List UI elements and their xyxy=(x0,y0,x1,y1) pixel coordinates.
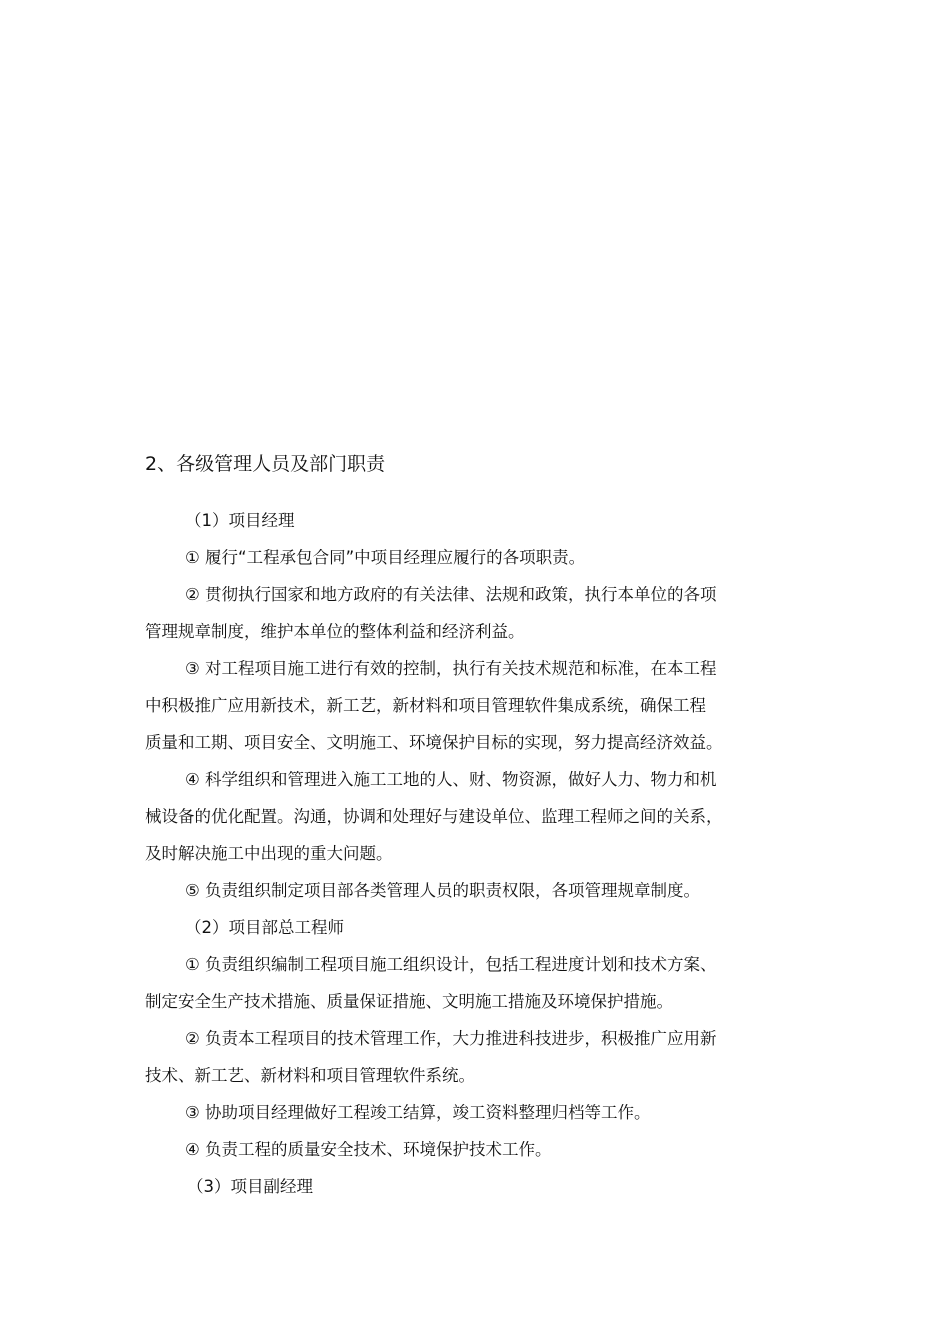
list-item-continuation: 管理规章制度，维护本单位的整体利益和经济利益。 xyxy=(145,622,525,641)
list-item-continuation: 质量和工期、项目安全、文明施工、环境保护目标的实现，努力提高经济效益。 xyxy=(145,733,723,752)
list-item-continuation: 及时解决施工中出现的重大问题。 xyxy=(145,844,393,863)
list-item: ③ 协助项目经理做好工程竣工结算，竣工资料整理归档等工作。 xyxy=(185,1103,651,1122)
list-item-continuation: 械设备的优化配置。沟通，协调和处理好与建设单位、监理工程师之间的关系， xyxy=(145,807,723,826)
subsection-title: （3）项目副经理 xyxy=(187,1177,313,1196)
list-item: ② 负责本工程项目的技术管理工作，大力推进科技进步，积极推广应用新 xyxy=(185,1029,717,1048)
list-item: ② 贯彻执行国家和地方政府的有关法律、法规和政策，执行本单位的各项 xyxy=(185,585,717,604)
list-item: ① 履行“工程承包合同”中项目经理应履行的各项职责。 xyxy=(185,548,586,567)
list-item: ① 负责组织编制工程项目施工组织设计，包括工程进度计划和技术方案、 xyxy=(185,955,717,974)
list-item: ④ 负责工程的质量安全技术、环境保护技术工作。 xyxy=(185,1140,552,1159)
list-item: ⑤ 负责组织制定项目部各类管理人员的职责权限，各项管理规章制度。 xyxy=(185,881,701,900)
section-heading: 2、各级管理人员及部门职责 xyxy=(145,453,386,475)
list-item: ④ 科学组织和管理进入施工工地的人、财、物资源，做好人力、物力和机 xyxy=(185,770,717,789)
list-item-continuation: 制定安全生产技术措施、质量保证措施、文明施工措施及环境保护措施。 xyxy=(145,992,673,1011)
body-text xyxy=(145,502,825,1205)
list-item-continuation: 技术、新工艺、新材料和项目管理软件系统。 xyxy=(145,1066,475,1085)
subsection-title: （1）项目经理 xyxy=(185,511,295,530)
list-item: ③ 对工程项目施工进行有效的控制，执行有关技术规范和标准，在本工程 xyxy=(185,659,717,678)
list-item-continuation: 中积极推广应用新技术，新工艺，新材料和项目管理软件集成系统，确保工程 xyxy=(145,696,706,715)
subsection-title: （2）项目部总工程师 xyxy=(185,918,344,937)
